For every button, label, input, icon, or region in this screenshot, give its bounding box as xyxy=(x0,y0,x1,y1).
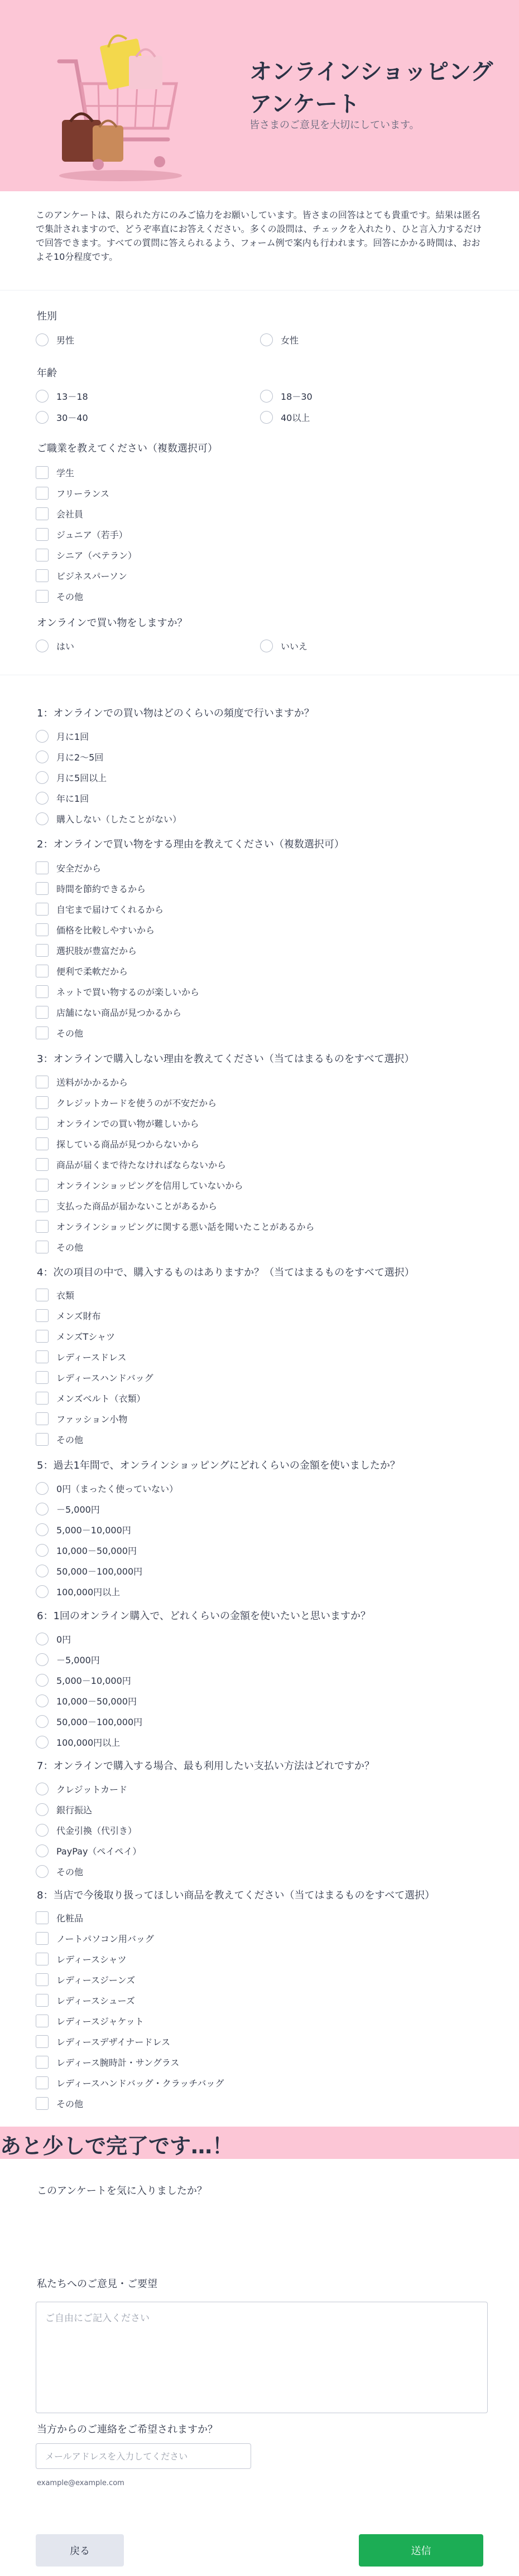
option-label: シニア（ベテラン） xyxy=(56,550,137,561)
q8-option[interactable] xyxy=(36,2013,144,2028)
option-label: その他 xyxy=(56,1028,84,1039)
radio-button[interactable] xyxy=(36,1694,49,1707)
q2-option[interactable] xyxy=(36,963,128,978)
age-option[interactable] xyxy=(260,389,313,403)
option-label: PayPay（ペイペイ） xyxy=(56,1846,142,1857)
option-label: 100,000円以上 xyxy=(56,1586,121,1597)
q4-option[interactable] xyxy=(36,1287,74,1302)
checkbox[interactable] xyxy=(36,2056,49,2069)
checkbox[interactable] xyxy=(36,590,49,603)
q6-option[interactable] xyxy=(36,1652,100,1667)
option-label: その他 xyxy=(56,591,84,602)
option-label: いいえ xyxy=(281,641,308,652)
shopping-cart-with-bags-image xyxy=(37,22,199,184)
checkbox[interactable] xyxy=(36,1241,49,1253)
option-label: その他 xyxy=(56,1866,84,1877)
option-label: 10,000－50,000円 xyxy=(56,1696,137,1707)
shop-online-option[interactable] xyxy=(260,638,307,653)
q3-option[interactable] xyxy=(36,1116,199,1130)
option-label: 学生 xyxy=(56,467,75,478)
option-label: ジュニア（若手） xyxy=(56,529,128,540)
q4-option[interactable] xyxy=(36,1329,115,1343)
radio-button[interactable] xyxy=(36,1653,49,1666)
feedback-textarea[interactable] xyxy=(36,2302,488,2413)
page-subtitle: 皆さまのご意見を大切にしています。 xyxy=(249,119,420,131)
checkbox[interactable] xyxy=(36,569,49,582)
radio-button[interactable] xyxy=(36,640,49,652)
checkbox[interactable] xyxy=(36,487,49,500)
option-label: メンズTシャツ xyxy=(56,1331,115,1342)
option-label: レディースハンドバッグ・クラッチバッグ xyxy=(56,2078,224,2089)
age-question-label: 年齢 xyxy=(37,367,57,379)
occupation-option[interactable] xyxy=(36,527,128,541)
back-button[interactable]: 戻る xyxy=(36,2534,124,2567)
option-label: 月に2～5回 xyxy=(56,752,104,763)
q6-question-label: 6：1回のオンライン購入で、どれくらいの金額を使いたいと思いますか？ xyxy=(37,1610,371,1622)
occupation-option[interactable] xyxy=(36,589,83,603)
radio-button[interactable] xyxy=(36,333,49,346)
q3-option[interactable] xyxy=(36,1095,217,1110)
age-option[interactable] xyxy=(260,410,310,424)
gender-option[interactable] xyxy=(260,332,299,347)
q5-option[interactable] xyxy=(36,1584,120,1599)
q5-option[interactable] xyxy=(36,1481,178,1495)
option-label: ビジネスパーソン xyxy=(56,570,127,582)
radio-button[interactable] xyxy=(36,390,49,403)
option-label: 銀行振込 xyxy=(56,1804,93,1815)
q5-option[interactable] xyxy=(36,1502,100,1516)
email-field[interactable] xyxy=(36,2443,251,2469)
radio-button[interactable] xyxy=(36,1482,49,1495)
radio-button[interactable] xyxy=(36,1783,49,1795)
option-label: メンズ財布 xyxy=(56,1310,101,1321)
option-label: レディースデザイナードレス xyxy=(56,2036,171,2047)
gender-question-label: 性別 xyxy=(37,311,57,322)
q4-option[interactable] xyxy=(36,1432,83,1446)
checkbox[interactable] xyxy=(36,1026,49,1039)
checkbox[interactable] xyxy=(36,2015,49,2027)
option-label: 13－18 xyxy=(56,391,88,402)
radio-button[interactable] xyxy=(36,1824,49,1837)
q1-question-label: 1：オンラインでの買い物はどのくらいの頻度で行いますか？ xyxy=(37,708,314,719)
q4-option[interactable] xyxy=(36,1391,146,1405)
q8-option[interactable] xyxy=(36,1931,154,1945)
option-label: レディースハンドバッグ xyxy=(56,1372,153,1383)
option-label: 30－40 xyxy=(56,412,88,423)
checkbox[interactable] xyxy=(36,1158,49,1171)
option-label: 安全だから xyxy=(56,863,102,874)
radio-button[interactable] xyxy=(36,1544,49,1557)
q3-option[interactable] xyxy=(36,1074,128,1089)
checkbox[interactable] xyxy=(36,549,49,561)
option-label: －5,000円 xyxy=(56,1504,100,1515)
like-question-label: このアンケートを気に入りましたか？ xyxy=(37,2185,207,2197)
q7-option[interactable] xyxy=(36,1823,137,1837)
occupation-question-label: ご職業を教えてください（複数選択可） xyxy=(37,443,218,454)
radio-button[interactable] xyxy=(36,812,49,825)
checkbox[interactable] xyxy=(36,861,49,874)
q5-question-label: 5：過去1年間で、オンラインショッピングにどれくらいの金額を使いましたか？ xyxy=(37,1460,400,1471)
progress-banner xyxy=(0,2127,519,2159)
radio-button[interactable] xyxy=(36,1736,49,1749)
checkbox[interactable] xyxy=(36,507,49,520)
option-label: フリーランス xyxy=(56,488,109,499)
q6-option[interactable] xyxy=(36,1673,131,1687)
q3-option[interactable] xyxy=(36,1219,314,1233)
checkbox[interactable] xyxy=(36,965,49,977)
option-label: 便利で柔軟だから xyxy=(56,966,128,977)
occupation-option[interactable] xyxy=(36,548,137,562)
checkbox[interactable] xyxy=(36,2097,49,2110)
checkbox[interactable] xyxy=(36,1371,49,1384)
q7-option[interactable] xyxy=(36,1864,83,1878)
option-label: クレジットカード xyxy=(56,1784,128,1795)
q3-option[interactable] xyxy=(36,1239,83,1254)
q7-option[interactable] xyxy=(36,1781,127,1796)
q8-option[interactable] xyxy=(36,2034,170,2049)
checkbox[interactable] xyxy=(36,1006,49,1019)
checkbox[interactable] xyxy=(36,944,49,957)
shop-online-option[interactable] xyxy=(36,638,74,653)
q1-option[interactable] xyxy=(36,729,89,743)
option-label: その他 xyxy=(56,1242,84,1253)
option-label: 月に1回 xyxy=(56,731,89,742)
option-label: 0円 xyxy=(56,1634,71,1645)
option-label: その他 xyxy=(56,2098,84,2109)
checkbox[interactable] xyxy=(36,1392,49,1405)
checkbox[interactable] xyxy=(36,2035,49,2048)
option-label: 商品が届くまで待たなければならないから xyxy=(56,1159,227,1170)
email-hint: example@example.com xyxy=(37,2479,124,2487)
q2-option[interactable] xyxy=(36,1025,83,1040)
checkbox[interactable] xyxy=(36,528,49,541)
q8-question-label: 8：当店で今後取り扱ってほしい商品を教えてください（当てはまるものをすべて選択） xyxy=(37,1890,435,1901)
checkbox[interactable] xyxy=(36,1330,49,1343)
page-title xyxy=(249,56,506,120)
checkbox[interactable] xyxy=(36,1117,49,1130)
q4-option[interactable] xyxy=(36,1308,101,1323)
feedback-label: 私たちへのご意見・ご要望 xyxy=(37,2278,157,2290)
checkbox[interactable] xyxy=(36,1179,49,1192)
radio-button[interactable] xyxy=(36,1674,49,1687)
option-label: 5,000－10,000円 xyxy=(56,1524,131,1536)
q8-option[interactable] xyxy=(36,1993,135,2007)
q2-option[interactable] xyxy=(36,1005,181,1019)
q6-option[interactable] xyxy=(36,1693,137,1708)
option-label: 会社員 xyxy=(56,509,84,520)
option-label: メンズベルト（衣類） xyxy=(56,1393,146,1404)
q5-option[interactable] xyxy=(36,1563,142,1578)
intro-text: このアンケートは、限られた方にのみご協力をお願いしています。皆さまの回答はとても貴重です。結果は匿名で集計されますので、どうぞ率直にお答えください。多くの設問は、チェックを入れたり、ひと言入力するだけで回答できます。すべての質問に答えられるよう、フォーム例で案内も行われます。回答にかかる時間は、おおよそ10分程度です。 xyxy=(36,210,482,262)
option-label: 時間を節約できるから xyxy=(56,883,146,894)
radio-button[interactable] xyxy=(260,640,273,652)
option-label: 月に5回以上 xyxy=(56,772,107,783)
page-title-line-2: アンケート xyxy=(249,91,360,117)
progress-banner-text: あと少しで完了です…！ xyxy=(0,2134,234,2158)
q6-option[interactable] xyxy=(36,1735,120,1749)
contact-label: 当方からのご連絡をご希望されますか？ xyxy=(37,2424,218,2435)
q7-option[interactable] xyxy=(36,1802,92,1817)
option-label: －5,000円 xyxy=(56,1654,100,1665)
checkbox[interactable] xyxy=(36,1220,49,1233)
q3-option[interactable] xyxy=(36,1157,226,1171)
option-label: オンラインでの買い物が難しいから xyxy=(56,1118,199,1129)
checkbox[interactable] xyxy=(36,1350,49,1363)
option-label: 衣類 xyxy=(56,1290,75,1301)
option-label: レディースドレス xyxy=(56,1352,127,1363)
q8-option[interactable] xyxy=(36,1910,83,1925)
radio-button[interactable] xyxy=(36,1715,49,1728)
option-label: レディースシャツ xyxy=(56,1954,127,1965)
option-label: 100,000円以上 xyxy=(56,1737,121,1748)
checkbox[interactable] xyxy=(36,1412,49,1425)
option-label: 10,000－50,000円 xyxy=(56,1545,137,1556)
submit-button[interactable]: 送信 xyxy=(359,2534,483,2567)
radio-button[interactable] xyxy=(36,1633,49,1645)
q2-option[interactable] xyxy=(36,902,164,916)
q1-option[interactable] xyxy=(36,811,181,826)
checkbox[interactable] xyxy=(36,1096,49,1109)
occupation-option[interactable] xyxy=(36,506,83,521)
q7-option[interactable] xyxy=(36,1843,141,1858)
option-label: 男性 xyxy=(56,335,75,346)
checkbox[interactable] xyxy=(36,903,49,916)
radio-button[interactable] xyxy=(36,750,49,763)
radio-button[interactable] xyxy=(260,390,273,403)
q1-option[interactable] xyxy=(36,770,107,785)
checkbox[interactable] xyxy=(36,1953,49,1965)
option-label: 探している商品が見つからないから xyxy=(56,1139,200,1150)
radio-button[interactable] xyxy=(36,792,49,805)
option-label: レディースジャケット xyxy=(56,2016,144,2027)
q8-option[interactable] xyxy=(36,2096,83,2110)
q2-option[interactable] xyxy=(36,881,146,895)
q3-question-label: 3：オンラインで購入しない理由を教えてください（当てはまるものをすべて選択） xyxy=(37,1053,415,1065)
radio-button[interactable] xyxy=(36,771,49,784)
radio-button[interactable] xyxy=(36,1523,49,1536)
option-label: オンラインショッピングを信用していないから xyxy=(56,1180,243,1191)
option-label: はい xyxy=(56,641,75,652)
q1-option[interactable] xyxy=(36,791,89,805)
q5-option[interactable] xyxy=(36,1543,137,1557)
gender-option[interactable] xyxy=(36,332,74,347)
option-label: クレジットカードを使うのが不安だから xyxy=(56,1097,217,1108)
option-label: 代金引換（代引き） xyxy=(56,1825,137,1836)
radio-button[interactable] xyxy=(260,411,273,424)
option-label: 購入しない（したことがない） xyxy=(56,814,182,825)
checkbox[interactable] xyxy=(36,1911,49,1924)
q2-option[interactable] xyxy=(36,943,137,957)
q8-option[interactable] xyxy=(36,2055,179,2069)
radio-button[interactable] xyxy=(36,730,49,743)
option-label: 年に1回 xyxy=(56,793,89,804)
radio-button[interactable] xyxy=(36,1565,49,1577)
checkbox[interactable] xyxy=(36,466,49,479)
q3-option[interactable] xyxy=(36,1136,199,1151)
checkbox[interactable] xyxy=(36,1289,49,1301)
occupation-option[interactable] xyxy=(36,486,109,500)
option-label: 0円（まったく使っていない） xyxy=(56,1483,179,1494)
checkbox[interactable] xyxy=(36,1973,49,1986)
option-label: 価格を比較しやすいから xyxy=(56,924,155,936)
option-label: 店舗にない商品が見つかるから xyxy=(56,1007,182,1018)
age-option[interactable] xyxy=(36,389,88,403)
q8-option[interactable] xyxy=(36,1972,135,1987)
q3-option[interactable] xyxy=(36,1198,217,1213)
option-label: 50,000－100,000円 xyxy=(56,1716,143,1727)
checkbox[interactable] xyxy=(36,923,49,936)
q6-option[interactable] xyxy=(36,1631,71,1646)
shop-online-question-label: オンラインで買い物をしますか？ xyxy=(37,617,188,629)
age-option[interactable] xyxy=(36,410,88,424)
radio-button[interactable] xyxy=(36,1503,49,1515)
radio-button[interactable] xyxy=(36,1844,49,1857)
radio-button[interactable] xyxy=(36,1865,49,1878)
option-label: 5,000－10,000円 xyxy=(56,1675,131,1686)
option-label: 50,000－100,000円 xyxy=(56,1566,143,1577)
checkbox[interactable] xyxy=(36,1932,49,1945)
checkbox[interactable] xyxy=(36,1137,49,1150)
q6-option[interactable] xyxy=(36,1714,142,1728)
option-label: オンラインショッピングに関する悪い話を聞いたことがあるから xyxy=(56,1221,315,1232)
checkbox[interactable] xyxy=(36,2076,49,2089)
checkbox[interactable] xyxy=(36,1994,49,2007)
q2-option[interactable] xyxy=(36,860,101,875)
option-label: その他 xyxy=(56,1434,84,1445)
q3-option[interactable] xyxy=(36,1178,243,1192)
option-label: 送料がかかるから xyxy=(56,1077,128,1088)
radio-button[interactable] xyxy=(36,1803,49,1816)
checkbox[interactable] xyxy=(36,882,49,895)
q2-option[interactable] xyxy=(36,922,155,937)
header-banner xyxy=(0,0,519,191)
checkbox[interactable] xyxy=(36,1433,49,1446)
q4-question-label: 4：次の項目の中で、購入するものはありますか？（当てはまるものをすべて選択） xyxy=(37,1267,415,1279)
q8-option[interactable] xyxy=(36,2075,224,2090)
checkbox[interactable] xyxy=(36,1199,49,1212)
q7-question-label: 7：オンラインで購入する場合、最も利用したい支払い方法はどれですか？ xyxy=(37,1760,374,1772)
option-label: レディースジーンズ xyxy=(56,1974,136,1986)
option-label: 自宅まで届けてくれるから xyxy=(56,904,164,915)
option-label: ファッション小物 xyxy=(56,1413,128,1425)
option-label: ノートパソコン用バッグ xyxy=(56,1933,154,1944)
radio-button[interactable] xyxy=(260,333,273,346)
radio-button[interactable] xyxy=(36,1585,49,1598)
q2-option[interactable] xyxy=(36,984,199,999)
option-label: 18－30 xyxy=(281,391,313,402)
q4-option[interactable] xyxy=(36,1411,127,1426)
q1-option[interactable] xyxy=(36,749,103,764)
checkbox[interactable] xyxy=(36,1309,49,1322)
option-label: 支払った商品が届かないことがあるから xyxy=(56,1200,218,1212)
checkbox[interactable] xyxy=(36,1076,49,1088)
option-label: ネットで買い物するのが楽しいから xyxy=(56,986,200,998)
option-label: レディース腕時計・サングラス xyxy=(56,2057,180,2068)
occupation-option[interactable] xyxy=(36,568,127,583)
radio-button[interactable] xyxy=(36,411,49,424)
q4-option[interactable] xyxy=(36,1370,153,1384)
option-label: 化粧品 xyxy=(56,1912,84,1924)
q4-option[interactable] xyxy=(36,1349,126,1364)
q5-option[interactable] xyxy=(36,1522,131,1537)
q8-option[interactable] xyxy=(36,1952,127,1966)
option-label: 選択肢が豊富だから xyxy=(56,945,137,956)
option-label: レディースシューズ xyxy=(56,1995,135,2006)
occupation-option[interactable] xyxy=(36,465,74,480)
checkbox[interactable] xyxy=(36,985,49,998)
q2-question-label: 2：オンラインで買い物をする理由を教えてください（複数選択可） xyxy=(37,839,344,850)
page-title-line-1: オンラインショッピング xyxy=(249,59,493,85)
option-label: 40以上 xyxy=(281,412,310,423)
option-label: 女性 xyxy=(281,335,299,346)
